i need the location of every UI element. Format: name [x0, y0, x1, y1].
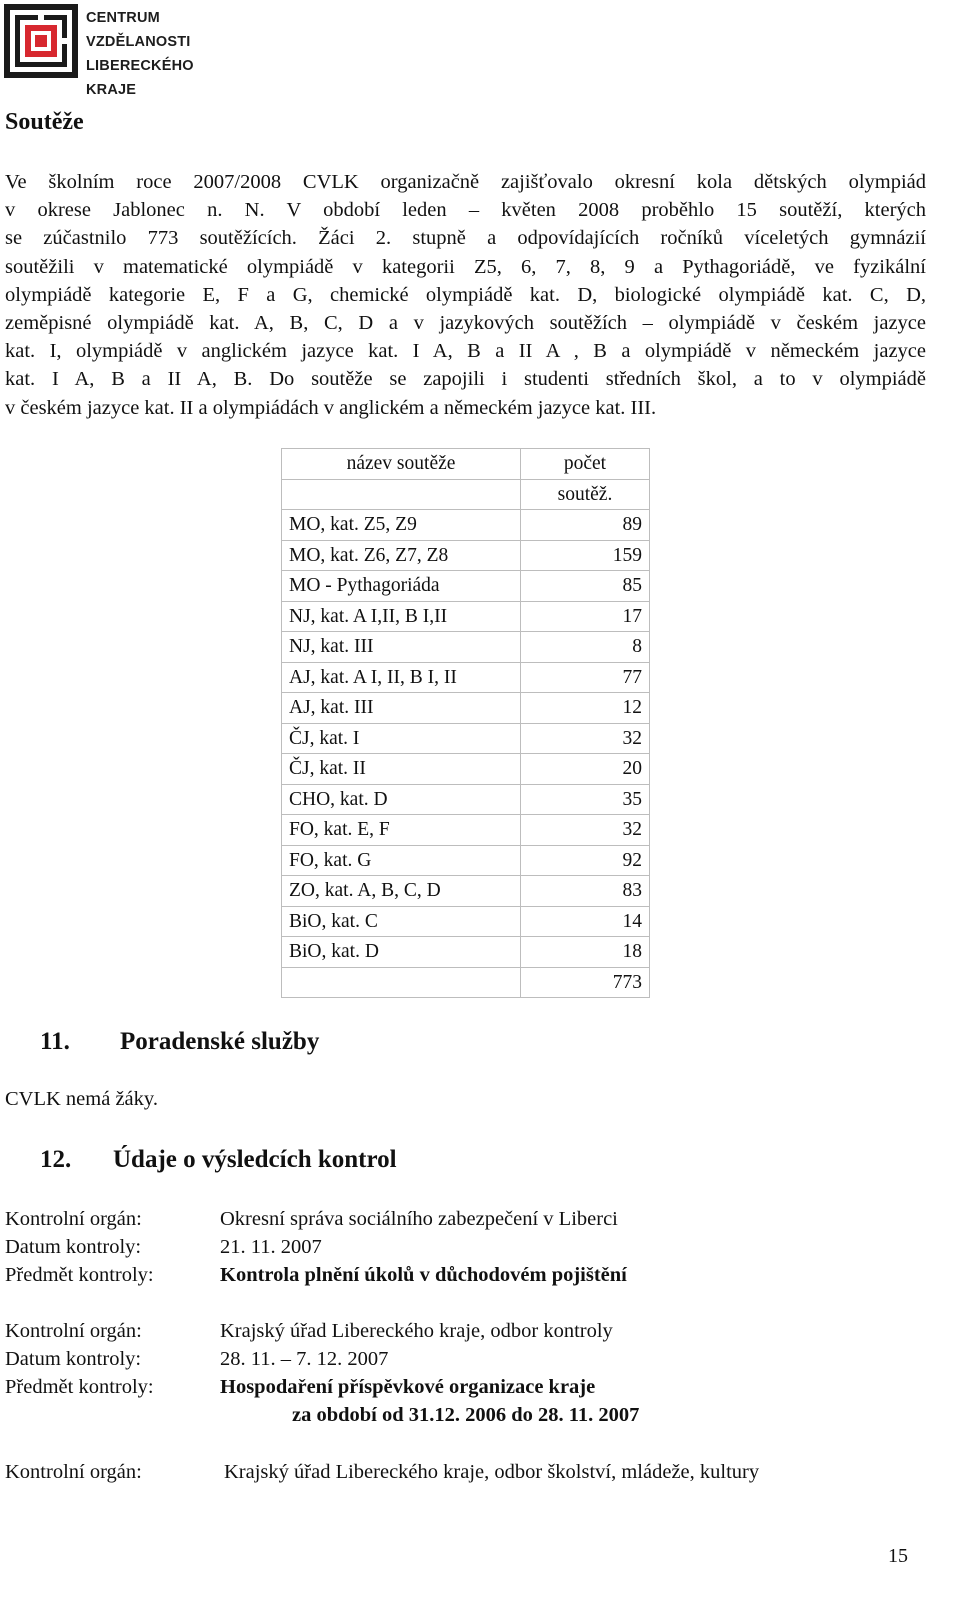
contest-count-cell: 20 [521, 754, 650, 785]
table-row [282, 906, 650, 937]
contest-count-cell: 92 [521, 845, 650, 876]
control-1-date: 21. 11. 2007 [220, 1236, 322, 1258]
header-count-line2: soutěž. [521, 479, 650, 510]
control-2-organ-row [5, 1317, 925, 1345]
control-3-organ: Krajský úřad Libereckého kraje, odbor školství, mládeže, kultury [224, 1461, 760, 1483]
logo-line-3: LIBERECKÉHO KRAJE [86, 58, 194, 98]
table-row [282, 937, 650, 968]
section-heading-souteze: Soutěže [5, 109, 84, 135]
label-subject: Předmět kontroly: [5, 1264, 154, 1286]
contest-name-cell: AJ, kat. A I, II, B I, II [282, 662, 521, 693]
header-empty-cell [282, 479, 521, 510]
contest-count-cell: 32 [521, 815, 650, 846]
section-number: 11. [40, 1028, 70, 1055]
paragraph-line: kat. I, olympiádě v anglickém jazyce kat. I A, B a II A , B a olympiádě v německém jazyce [5, 340, 926, 363]
table-row [282, 601, 650, 632]
table-row [282, 815, 650, 846]
section-12-heading [40, 1146, 397, 1174]
control-1-subject: Kontrola plnění úkolů v důchodovém pojištění [220, 1264, 627, 1286]
control-2-subject-line-1: Hospodaření příspěvkové organizace kraje [220, 1376, 596, 1398]
label-date: Datum kontroly: [5, 1348, 142, 1370]
contest-name-cell: FO, kat. E, F [282, 815, 521, 846]
control-1-organ-row [5, 1205, 925, 1233]
table-row [282, 754, 650, 785]
contest-name-cell: BiO, kat. C [282, 906, 521, 937]
contest-count-cell: 18 [521, 937, 650, 968]
contest-count-cell: 12 [521, 693, 650, 724]
table-row [282, 876, 650, 907]
control-2-subject-line-2: za období od 31.12. 2006 do 28. 11. 2007 [292, 1404, 640, 1426]
contest-name-cell: AJ, kat. III [282, 693, 521, 724]
contest-count-cell: 773 [521, 967, 650, 998]
section-title: Poradenské služby [120, 1028, 320, 1055]
contests-table [281, 448, 650, 998]
contest-count-cell: 85 [521, 571, 650, 602]
contest-count-cell: 32 [521, 723, 650, 754]
table-row [282, 540, 650, 571]
header-contest-name: název soutěže [282, 449, 521, 480]
contest-count-cell: 8 [521, 632, 650, 663]
control-2-date-row [5, 1345, 925, 1373]
control-2-subject-row [5, 1373, 925, 1401]
control-1-date-row [5, 1233, 925, 1261]
contest-name-cell: FO, kat. G [282, 845, 521, 876]
contest-name-cell: MO - Pythagoriáda [282, 571, 521, 602]
cvlk-square-maze-logo-icon [4, 4, 78, 78]
contest-count-cell: 35 [521, 784, 650, 815]
section-number: 12. [40, 1146, 72, 1173]
contest-name-cell: ČJ, kat. I [282, 723, 521, 754]
contest-count-cell: 83 [521, 876, 650, 907]
table-row [282, 693, 650, 724]
contest-count-cell: 159 [521, 540, 650, 571]
contest-name-cell: NJ, kat. III [282, 632, 521, 663]
paragraph-line: kat. I A, B a II A, B. Do soutěže se zapojili i studenti středních škol, a to v olympiádě [5, 368, 926, 391]
label-subject: Předmět kontroly: [5, 1376, 154, 1398]
table-row [282, 784, 650, 815]
paragraph-line: soutěžili v matematické olympiádě v kategorii Z5, 6, 7, 8, 9 a Pythagoriádě, ve fyzikální [5, 255, 926, 278]
page-number: 15 [888, 1545, 908, 1567]
paragraph-line: v českém jazyce kat. II a olympiádách v anglickém a německém jazyce kat. III. [5, 396, 657, 419]
control-2-organ: Krajský úřad Libereckého kraje, odbor kontroly [220, 1320, 613, 1342]
contest-name-cell: ZO, kat. A, B, C, D [282, 876, 521, 907]
logo-line-1: CENTRUM [86, 10, 160, 26]
table-row [282, 632, 650, 663]
control-1-subject-row [5, 1261, 925, 1289]
paragraph-line: se zúčastnilo 773 soutěžících. Žáci 2. stupně a odpovídajících ročníků víceletých gymnázií [5, 227, 926, 250]
label-organ: Kontrolní orgán: [5, 1461, 142, 1483]
cvlk-logo [4, 2, 240, 98]
section-11-heading [40, 1028, 319, 1056]
contest-name-cell: MO, kat. Z5, Z9 [282, 510, 521, 541]
table-header-row [282, 449, 650, 480]
label-date: Datum kontroly: [5, 1236, 142, 1258]
contest-name-cell: ČJ, kat. II [282, 754, 521, 785]
section-title: Údaje o výsledcích kontrol [113, 1146, 397, 1173]
table-row [282, 723, 650, 754]
competition-paragraph [5, 168, 926, 422]
contest-name-cell: NJ, kat. A I,II, B I,II [282, 601, 521, 632]
control-2-date: 28. 11. – 7. 12. 2007 [220, 1348, 389, 1370]
contest-count-cell: 89 [521, 510, 650, 541]
paragraph-line: Ve školním roce 2007/2008 CVLK organizačně zajišťovalo okresní kola dětských olympiád [5, 171, 926, 193]
label-organ: Kontrolní orgán: [5, 1320, 142, 1342]
contest-name-cell [282, 967, 521, 998]
contest-count-cell: 77 [521, 662, 650, 693]
logo-text [86, 6, 240, 98]
paragraph-line: olympiádě kategorie E, F a G, chemické olympiádě kat. D, biologické olympiádě kat. C, D, [5, 283, 926, 306]
table-row [282, 510, 650, 541]
table-header-row [282, 479, 650, 510]
contest-count-cell: 14 [521, 906, 650, 937]
contest-name-cell: BiO, kat. D [282, 937, 521, 968]
control-3-organ-row [5, 1458, 925, 1486]
table-row [282, 571, 650, 602]
control-1-organ: Okresní správa sociálního zabezpečení v Liberci [220, 1208, 618, 1230]
header-count: počet [521, 449, 650, 480]
table-row [282, 967, 650, 998]
table-row [282, 662, 650, 693]
paragraph-line: v okrese Jablonec n. N. V období leden – květen 2008 proběhlo 15 soutěží, kterých [5, 199, 926, 222]
section-11-text: CVLK nemá žáky. [5, 1088, 158, 1110]
logo-line-2: VZDĚLANOSTI [86, 34, 191, 50]
contest-name-cell: MO, kat. Z6, Z7, Z8 [282, 540, 521, 571]
label-organ: Kontrolní orgán: [5, 1208, 142, 1230]
contest-name-cell: CHO, kat. D [282, 784, 521, 815]
table-row [282, 845, 650, 876]
paragraph-line: zeměpisné olympiádě kat. A, B, C, D a v jazykových soutěžích – olympiádě v českém jazyce [5, 311, 926, 334]
contest-count-cell: 17 [521, 601, 650, 632]
